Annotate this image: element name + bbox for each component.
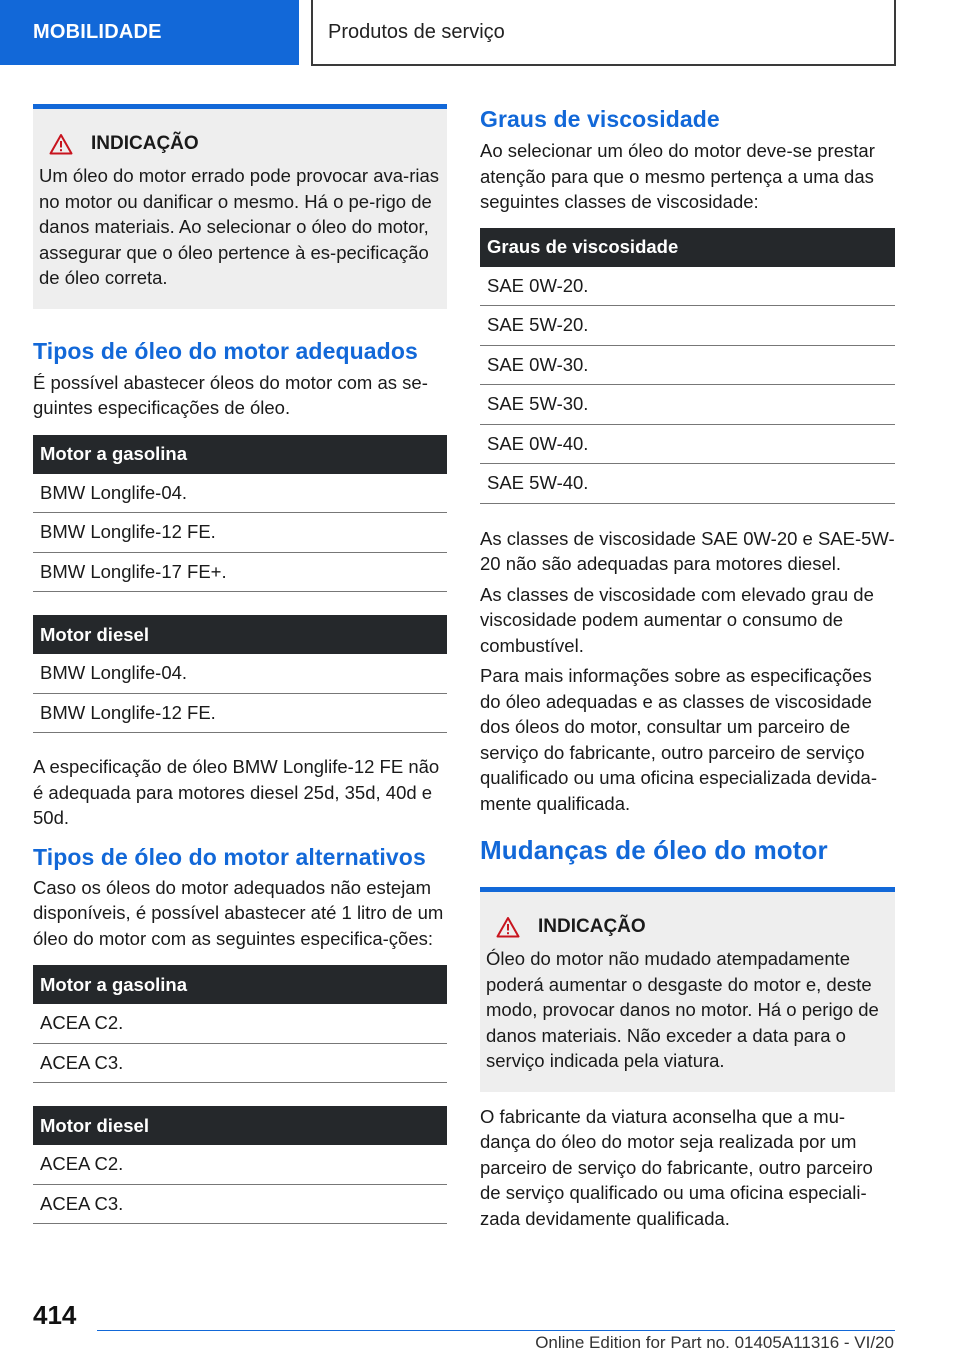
suitable-intro: É possível abastecer óleos do motor com as se-guintes especificações de óleo.: [33, 371, 428, 418]
warning-icon: [496, 916, 520, 938]
viscosity-para-2: As classes de viscosidade com elevado grau de viscosidade podem aumentar o consumo de combustível.: [480, 583, 874, 656]
section-heading-changes: Mudanças de óleo do motor: [480, 835, 828, 865]
table-header: Graus de viscosidade: [480, 228, 895, 267]
notice-title: INDICAÇÃO: [486, 916, 887, 938]
notice-text: Um óleo do motor errado pode provocar ava-rias no motor ou danificar o mesmo. Há o pe-rigo de danos materiais. Ao selecionar o óleo do motor, assegurar que o óleo pertence à es-pecificação de óleo correta.: [39, 165, 439, 288]
table-row: BMW Longlife-04.: [33, 654, 447, 694]
table-header: Motor a gasolina: [33, 435, 447, 474]
section-heading-viscosity: Graus de viscosidade: [480, 106, 720, 132]
table-row: BMW Longlife-12 FE.: [33, 694, 447, 734]
notice-box: [33, 104, 447, 309]
table-row: BMW Longlife-12 FE.: [33, 513, 447, 553]
diesel-note: A especificação de óleo BMW Longlife-12 FE não é adequada para motores diesel 25d, 35d, 40d e 50d.: [33, 756, 440, 828]
chapter-title: Produtos de serviço: [328, 20, 505, 43]
table-header: Motor diesel: [33, 1106, 447, 1145]
right-column: [480, 104, 895, 1231]
table-petrol: [33, 435, 447, 593]
table-viscosity: [480, 228, 895, 504]
section-heading-suitable: Tipos de óleo do motor adequados: [33, 337, 418, 364]
table-row: SAE 0W-40.: [480, 425, 895, 465]
table-row: BMW Longlife-04.: [33, 474, 447, 514]
section-tab: [0, 0, 299, 65]
section-heading-alternative: Tipos de óleo do motor alternativos: [33, 843, 426, 870]
table-row: SAE 0W-20.: [480, 267, 895, 307]
table-row: ACEA C2.: [33, 1004, 447, 1044]
table-row: ACEA C3.: [33, 1185, 447, 1225]
chapter-header: [311, 0, 896, 66]
viscosity-para-3: Para mais informações sobre as especificações do óleo adequadas e as classes de viscosidade dos óleos do motor, consultar um parceiro de serviço do fabricante, outro parceiro de serviço qualificado ou uma oficina especializada devida-mente qualificada.: [480, 665, 877, 814]
table-row: SAE 5W-20.: [480, 306, 895, 346]
alternative-intro: Caso os óleos do motor adequados não estejam disponíveis, é possível abastecer até 1 litro de um óleo do motor com as seguintes especifica-ções:: [33, 876, 444, 949]
notice-title: INDICAÇÃO: [39, 133, 439, 155]
notice-text: Óleo do motor não mudado atempadamente poderá aumentar o desgaste do motor e, deste modo, provocar danos no motor. Há o perigo de danos materiais. Não exceder a data para o serviço indicada pela viatura.: [486, 948, 879, 1071]
table-alt-diesel: [33, 1106, 447, 1224]
notice-box: [480, 887, 895, 1092]
edition-label: Online Edition for Part no. 01405A11316 - VI/20: [535, 1333, 894, 1352]
changes-para: O fabricante da viatura aconselha que a mu-dança do óleo do motor seja realizada por um parceiro de serviço do fabricante, outro parceiro de serviço qualificado ou uma oficina especiali-zada devidamente qualificada.: [480, 1105, 873, 1229]
table-alt-petrol: [33, 965, 447, 1083]
viscosity-intro: Ao selecionar um óleo do motor deve-se prestar atenção para que o mesmo pertença a uma das seguintes classes de viscosidade:: [480, 140, 875, 212]
table-row: BMW Longlife-17 FE+.: [33, 553, 447, 593]
table-row: ACEA C2.: [33, 1145, 447, 1185]
table-header: Motor a gasolina: [33, 965, 447, 1004]
warning-icon: [49, 133, 73, 155]
page-number: 414: [33, 1300, 77, 1330]
table-diesel: [33, 615, 447, 733]
footer-divider: [97, 1330, 895, 1331]
viscosity-para-1: As classes de viscosidade SAE 0W-20 e SAE-5W-20 não são adequadas para motores diesel.: [480, 527, 895, 574]
section-title: MOBILIDADE: [33, 21, 162, 43]
table-row: SAE 0W-30.: [480, 346, 895, 386]
left-column: [33, 104, 447, 1224]
table-row: ACEA C3.: [33, 1044, 447, 1084]
table-header: Motor diesel: [33, 615, 447, 654]
table-row: SAE 5W-40.: [480, 464, 895, 504]
table-row: SAE 5W-30.: [480, 385, 895, 425]
